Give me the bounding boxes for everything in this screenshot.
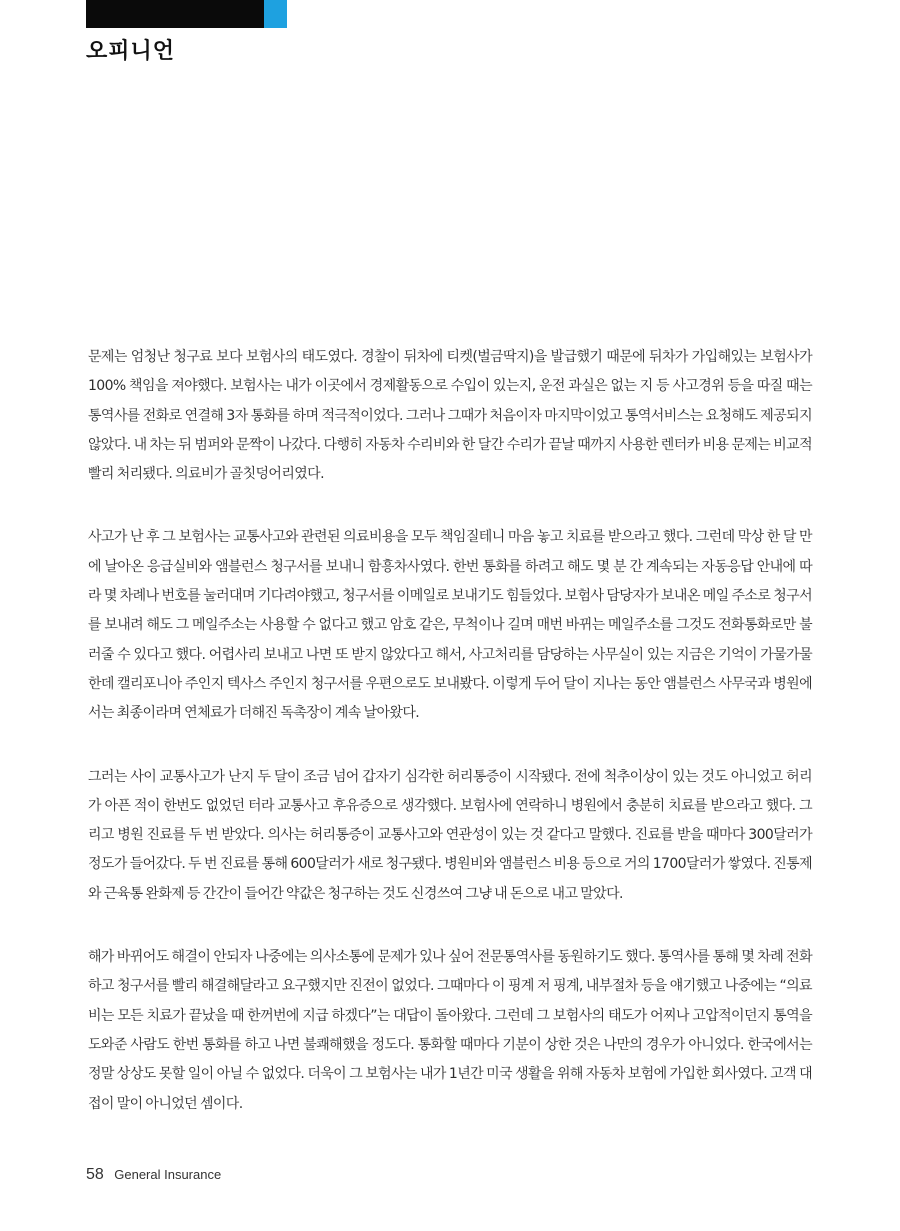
header-bar-black — [86, 0, 264, 28]
article-paragraph-3: 그러는 사이 교통사고가 난지 두 달이 조금 넘어 갑자기 심각한 허리통증이 시작됐다. 전에 척추이상이 있는 것도 아니었고 허리가 아픈 적이 한번도 없었던 터라 교통사고 후유증으로 생각했다. 보험사에 연락하니 병원에서 충분히 치료를 받으라고 했다. 그리고 병원 진료를 두 번 받았다. 의사는 허리통증이 교통사고와 연관성이 있는 것 같다고 말했다. 진료를 받을 때마다 300달러가 정도가 들어갔다. 두 번 진료를 통해 600달러가 새로 청구됐다. 병원비와 앰블런스 비용 등으로 거의 1700달러가 쌓였다. 진통제와 근육통 완화제 등 간간이 들어간 약값은 청구하는 것도 신경쓰여 그냥 내 돈으로 내고 말았다. — [88, 768, 812, 902]
page-footer — [86, 1166, 221, 1184]
page-number: 58 — [86, 1166, 104, 1183]
article-paragraph-1: 문제는 엄청난 청구료 보다 보험사의 태도였다. 경찰이 뒤차에 티켓(벌금딱지)을 발급했기 때문에 뒤차가 가입해있는 보험사가 100% 책임을 져야했다. 보험사는 내가 이곳에서 경제활동으로 수입이 있는지, 운전 과실은 없는 지 등 사고경위 등을 따질 때는 통역사를 전화로 연결해 3자 통화를 하며 적극적이었다. 그러나 그때가 처음이자 마지막이었고 통역서비스는 요청해도 제공되지 않았다. 내 차는 뒤 범퍼와 문짝이 나갔다. 다행히 자동차 수리비와 한 달간 수리가 끝날 때까지 사용한 렌터카 비용 문제는 비교적 빨리 처리됐다. 의료비가 골칫덩어리였다. — [88, 349, 812, 483]
section-title: 오피니언 — [86, 39, 176, 64]
header-bar-blue-accent — [264, 0, 287, 28]
publication-name: General Insurance — [114, 1167, 222, 1182]
article-paragraph-2: 사고가 난 후 그 보험사는 교통사고와 관련된 의료비용을 모두 책임질테니 마음 놓고 치료를 받으라고 했다. 그런데 막상 한 달 만에 날아온 응급실비와 앰블런스 청구서를 보내니 함흥차사였다. 한번 통화를 하려고 해도 몇 분 간 계속되는 자동응답 안내에 따라 몇 차례나 번호를 눌러대며 기다려야했고, 청구서를 이메일로 보내기도 힘들었다. 보험사 담당자가 보내온 메일 주소로 청구서를 보내려 해도 그 메일주소는 사용할 수 없다고 했고 암호 같은, 무척이나 길며 매번 바뀌는 메일주소를 그것도 전화통화로만 불러줄 수 있다고 했다. 어렵사리 보내고 나면 또 받지 않았다고 해서, 사고처리를 담당하는 사무실이 있는 지금은 기억이 가물가물한데 캘리포니아 주인지 텍사스 주인지 청구서를 우편으로도 보내봤다. 이렇게 두어 달이 지나는 동안 앰블런스 사무국과 병원에서는 최종이라며 연체료가 더해진 독촉장이 계속 날아왔다. — [88, 529, 812, 722]
article-paragraph-4: 해가 바뀌어도 해결이 안되자 나중에는 의사소통에 문제가 있나 싶어 전문통역사를 동원하기도 했다. 통역사를 통해 몇 차례 전화하고 청구서를 빨리 해결해달라고 요구했지만 진전이 없었다. 그때마다 이 핑계 저 핑계, 내부절차 등을 얘기했고 나중에는 “의료비는 모든 치료가 끝났을 때 한꺼번에 지급 하겠다”는 대답이 돌아왔다. 그런데 그 보험사의 태도가 어찌나 고압적이던지 통역을 도와준 사람도 한번 통화를 하고 나면 불쾌해했을 정도다. 통화할 때마다 기분이 상한 것은 나만의 경우가 아니었다. 한국에서는 정말 상상도 못할 일이 아닐 수 없었다. 더욱이 그 보험사는 내가 1년간 미국 생활을 위해 자동차 보험에 가입한 회사였다. 고객 대접이 말이 아니었던 셈이다. — [88, 949, 812, 1112]
article-body — [88, 343, 812, 1153]
